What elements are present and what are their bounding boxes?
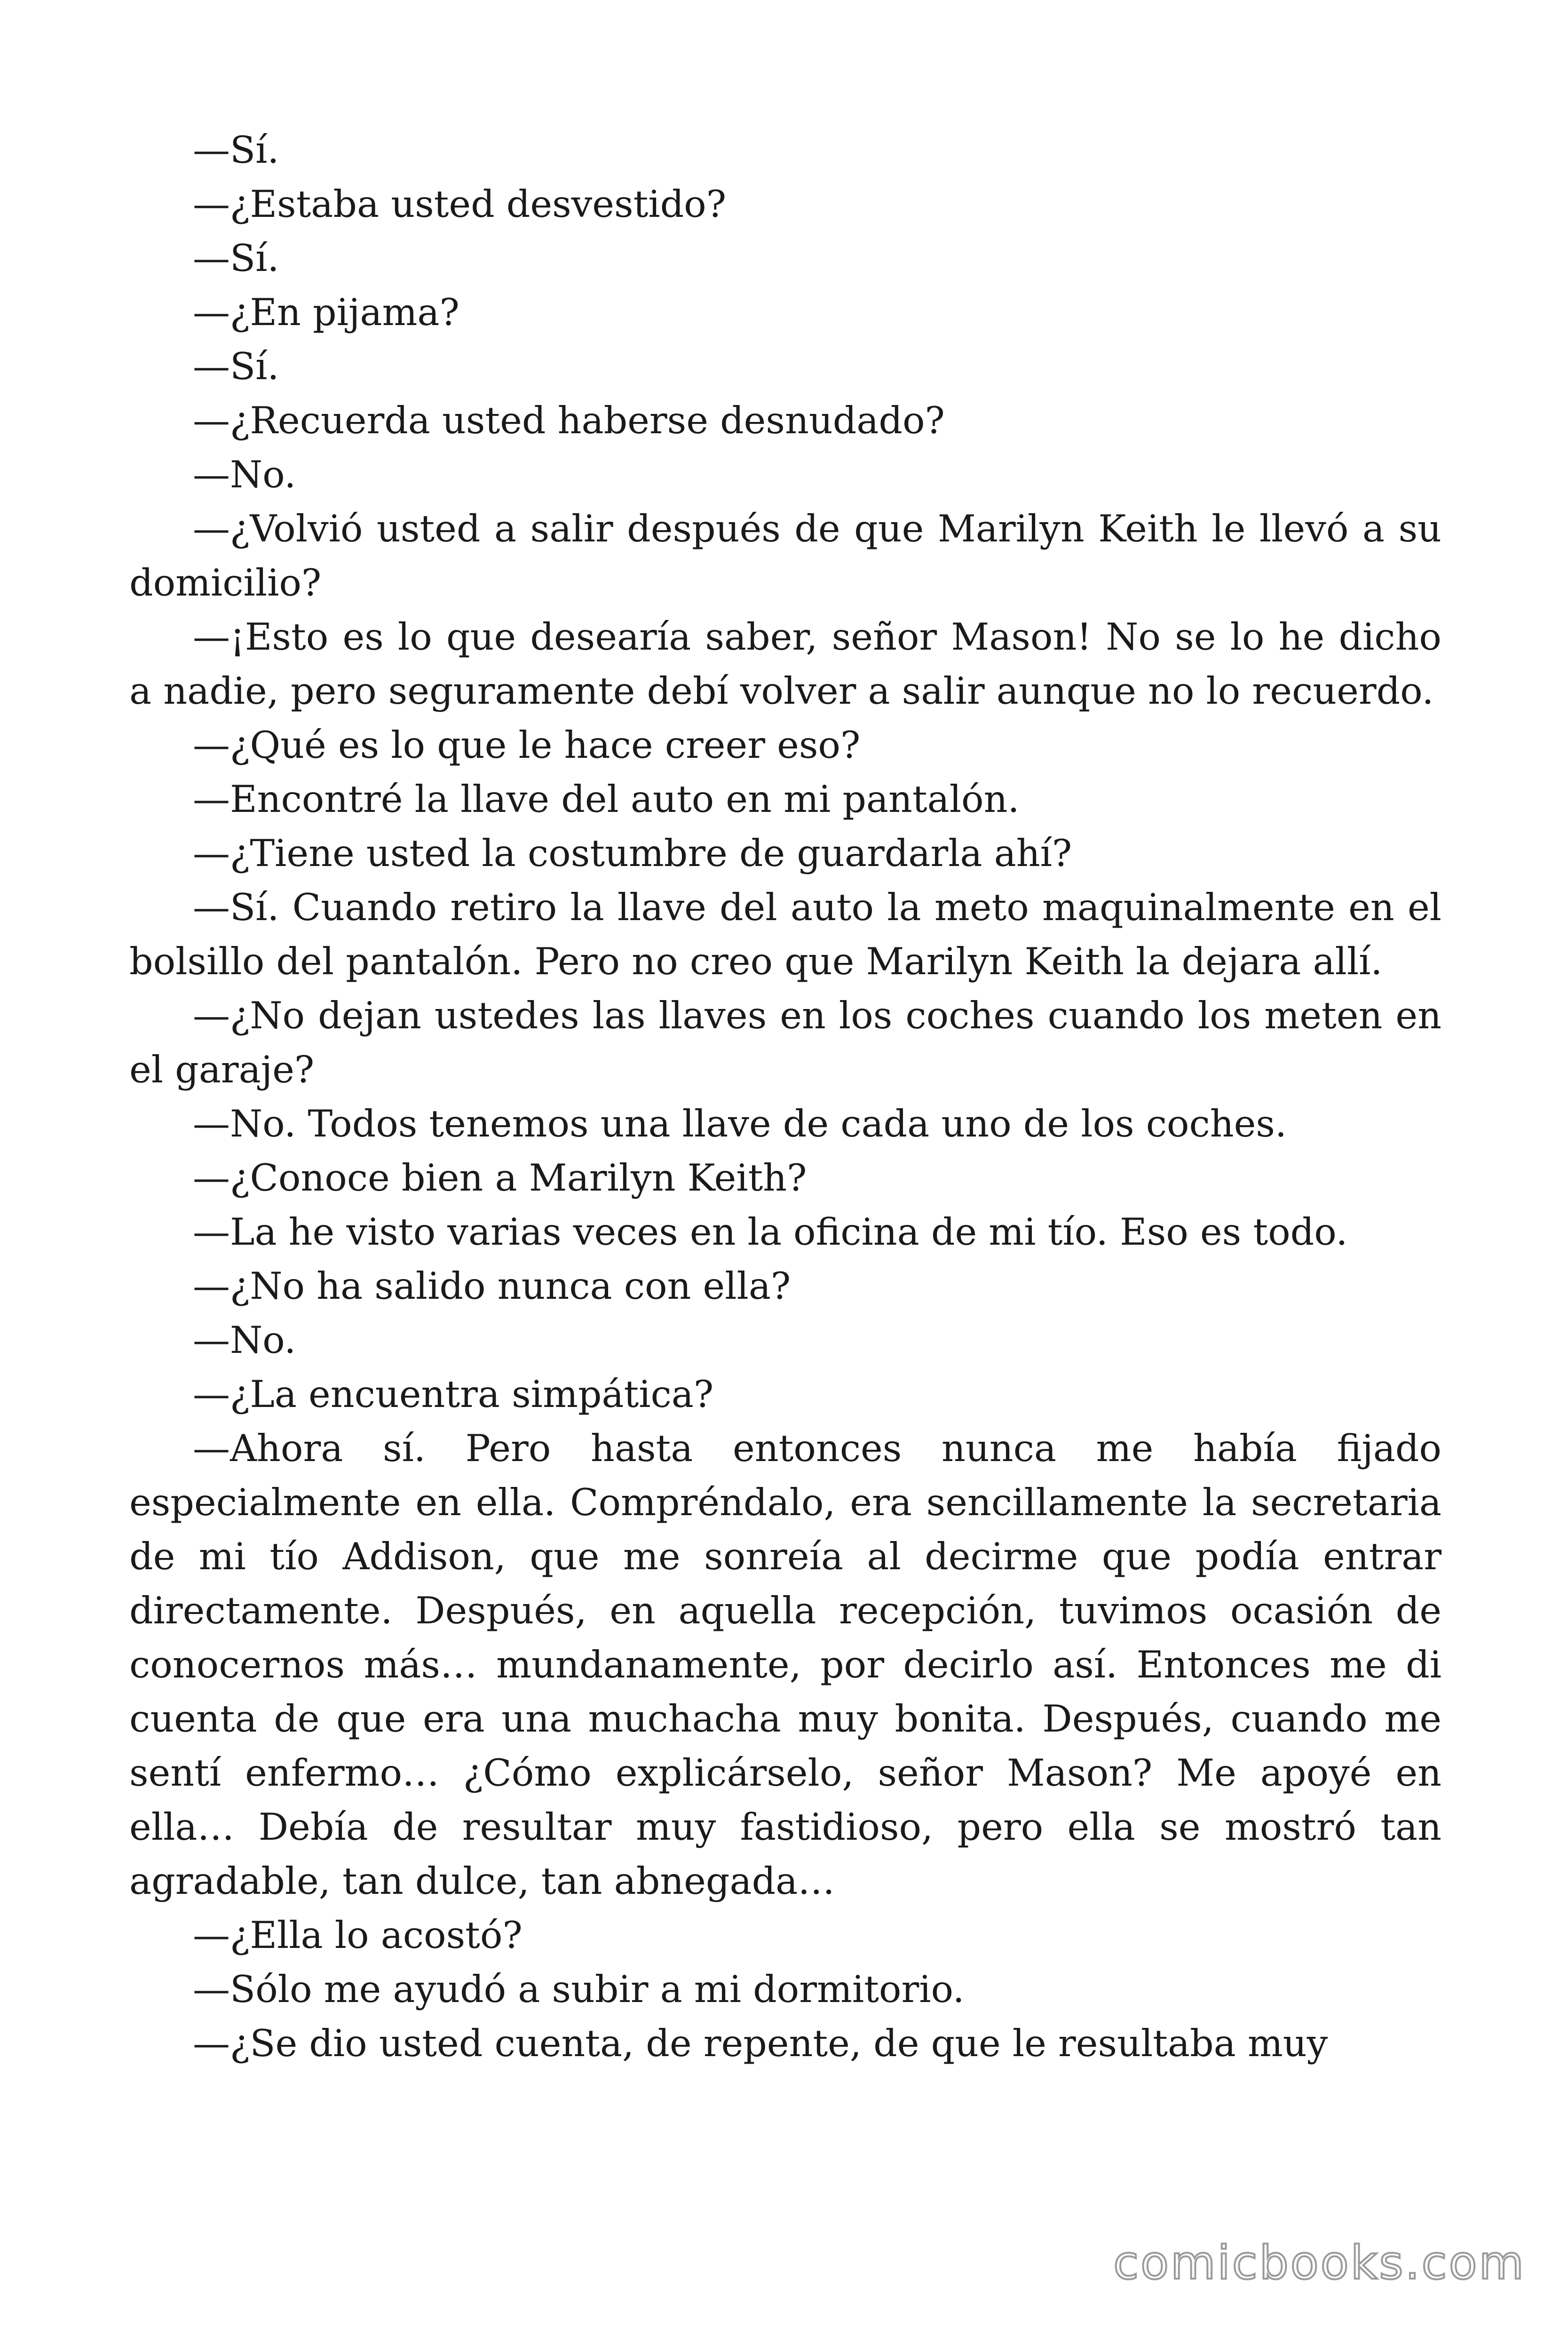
paragraph: —Ahora sí. Pero hasta entonces nunca me había fijado especialmente en ella. Compréndalo, era sencillamente la secretaria de mi tío Addison, que me sonreía al decirme que podía entrar directamente. Después, en aquella recepción, tuvimos ocasión de conocernos más… mundanamente, por decirlo así. Entonces me di cuenta de que era una muchacha muy bonita. Después, cuando me sentí enfermo… ¿Cómo explicárselo, señor Mason? Me apoyé en ella… Debía de resultar muy fastidioso, pero ella se mostró tan agradable, tan dulce, tan abnegada… bbox=[129, 1427, 1441, 1903]
paragraph: —¿Estaba usted desvestido? bbox=[193, 183, 727, 226]
paragraph: —¿En pijama? bbox=[193, 291, 459, 334]
paragraph: —¡Esto es lo que desearía saber, señor Mason! No se lo he dicho a nadie, pero seguramente debí volver a salir aunque no lo recuerdo. bbox=[129, 615, 1441, 713]
paragraph: —¿Qué es lo que le hace creer eso? bbox=[193, 723, 861, 767]
paragraph: —¿La encuentra simpática? bbox=[193, 1373, 714, 1416]
paragraph: —No. bbox=[193, 453, 296, 496]
paragraph: —Sí. Cuando retiro la llave del auto la meto maquinalmente en el bolsillo del pantalón. Pero no creo que Marilyn Keith la dejara allí. bbox=[129, 886, 1441, 983]
paragraph: —¿Recuerda usted haberse desnudado? bbox=[193, 399, 945, 442]
body-text bbox=[129, 123, 1441, 2071]
watermark-logo: comicbooks.com bbox=[1113, 2236, 1526, 2290]
paragraph: —No. Todos tenemos una llave de cada uno de los coches. bbox=[193, 1102, 1287, 1145]
paragraph: —¿No ha salido nunca con ella? bbox=[193, 1264, 791, 1308]
paragraph: —Sí. bbox=[193, 237, 279, 280]
paragraph: —¿No dejan ustedes las llaves en los coches cuando los meten en el garaje? bbox=[129, 994, 1441, 1091]
paragraph: —¿Conoce bien a Marilyn Keith? bbox=[193, 1156, 807, 1200]
paragraph: —¿Ella lo acostó? bbox=[193, 1914, 523, 1957]
paragraph: —Sí. bbox=[193, 128, 279, 172]
paragraph: —Sí. bbox=[193, 345, 279, 388]
paragraph: —Encontré la llave del auto en mi pantalón. bbox=[193, 778, 1020, 821]
paragraph: —¿Tiene usted la costumbre de guardarla ahí? bbox=[193, 832, 1072, 875]
paragraph: —¿Volvió usted a salir después de que Marilyn Keith le llevó a su domicilio? bbox=[129, 507, 1441, 604]
paragraph: —Sólo me ayudó a subir a mi dormitorio. bbox=[193, 1968, 965, 2011]
paragraph: —No. bbox=[193, 1319, 296, 1362]
paragraph: —La he visto varias veces en la oficina de mi tío. Eso es todo. bbox=[193, 1210, 1348, 1254]
paragraph: —¿Se dio usted cuenta, de repente, de que le resultaba muy bbox=[193, 2022, 1328, 2065]
